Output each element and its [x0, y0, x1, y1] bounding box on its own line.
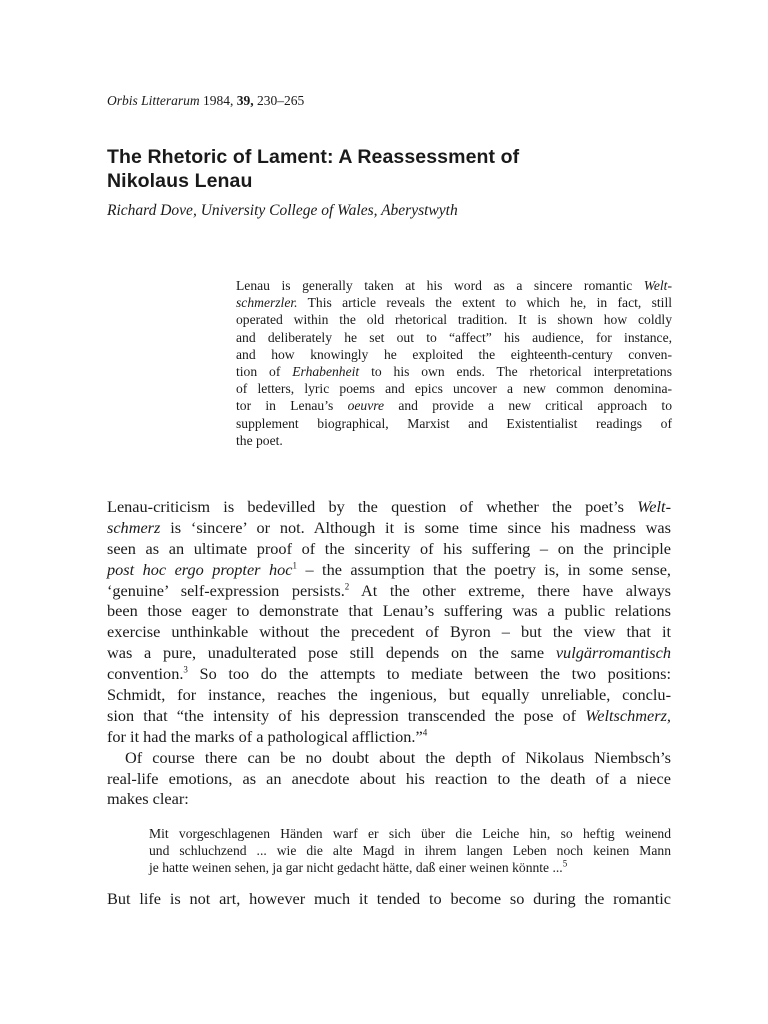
title-line-1: The Rhetoric of Lament: A Reassessment of [107, 146, 520, 168]
journal-name: Orbis Litterarum [107, 93, 200, 108]
footnote-ref: 1 [292, 560, 297, 571]
footnote-ref: 5 [562, 858, 568, 869]
footnote-ref: 2 [344, 581, 350, 592]
body-line: convention.$^3$ So too do the attempts to mediate between the two positions: [107, 664, 671, 684]
body-text-continued [107, 889, 671, 910]
body-line: Of course there can be no doubt about the depth of Nikolaus Niembsch’s [125, 747, 671, 767]
body-line: exercise unthinkable without the precedent of Byron – but the view that it [107, 622, 671, 642]
quote-line: und schluchzend ... wie die alte Magd in ihrem langen Leben noch keinen Mann [149, 842, 671, 858]
quote-line: Mit vorgeschlagenen Händen warf er sich über die Leiche hin, so heftig weinend [149, 826, 671, 841]
body-line: sion that “the intensity of his depression transcended the pose of Weltschmerz, [107, 705, 671, 725]
journal-volume: 39, [236, 93, 254, 108]
abstract-line: of letters, lyric poems and epics uncover a new common denomina- [236, 381, 672, 397]
footnote-ref: 4 [422, 727, 428, 738]
abstract-line: tion of Erhabenheit to his own ends. The rhetorical interpretations [236, 363, 672, 379]
body-line: seen as an ultimate proof of the sincerity of his suffering – on the principle [107, 538, 671, 558]
body-line: for it had the marks of a pathological affliction.”$^4$ [107, 726, 428, 746]
body-line: makes clear: [107, 789, 189, 809]
abstract-line: schmerzler. This article reveals the extent to which he, in fact, still [236, 295, 672, 311]
body-text [107, 497, 671, 810]
abstract-line: and deliberately he set out to “affect” his audience, for instance, [236, 329, 672, 345]
body-line: real-life emotions, as an anecdote about his reaction to the death of a niece [107, 768, 671, 788]
journal-pages: 230–265 [257, 93, 305, 108]
footnote-ref: 3 [183, 664, 188, 675]
body-line: was a pure, unadulterated pose still depends on the same vulgärromantisch [107, 643, 671, 663]
body-line: Schmidt, for instance, reaches the ingenious, but equally unreliable, conclu- [107, 685, 671, 705]
body-line: post hoc ergo propter hoc$^1$ – the assumption that the poetry is, in some sense, [107, 559, 671, 579]
abstract-line: supplement biographical, Marxist and Existentialist readings of [236, 415, 672, 431]
author-affiliation: Richard Dove, University College of Wales, Aberystwyth [107, 202, 458, 219]
body-line: been those eager to demonstrate that Lenau’s suffering was a public relations [107, 601, 671, 621]
block-quote [149, 826, 671, 876]
title-line-2: Nikolaus Lenau [107, 170, 253, 192]
abstract [236, 277, 672, 449]
body-line: schmerz is ‘sincere’ or not. Although it is some time since his madness was [107, 517, 671, 537]
journal-year: 1984, [203, 93, 234, 108]
abstract-line: Lenau is generally taken at his word as a sincere romantic Welt- [236, 278, 672, 293]
abstract-line: the poet. [236, 432, 283, 448]
abstract-line: and how knowingly he exploited the eighteenth-century conven- [236, 346, 672, 362]
body-line: ‘genuine’ self-expression persists.$^2$ At the other extreme, there have always [107, 580, 671, 600]
body-line: Lenau-criticism is bedevilled by the question of whether the poet’s Welt- [107, 497, 671, 516]
body-line: But life is not art, however much it tended to become so during the romantic [107, 889, 671, 908]
quote-line: je hatte weinen sehen, ja gar nicht gedacht hätte, daß einer weinen könnte ...$^5$ [149, 858, 568, 875]
abstract-line: tor in Lenau’s oeuvre and provide a new critical approach to [236, 398, 672, 414]
journal-citation [107, 93, 304, 109]
article-title [107, 145, 667, 193]
abstract-line: operated within the old rhetorical tradition. It is shown how coldly [236, 312, 672, 328]
